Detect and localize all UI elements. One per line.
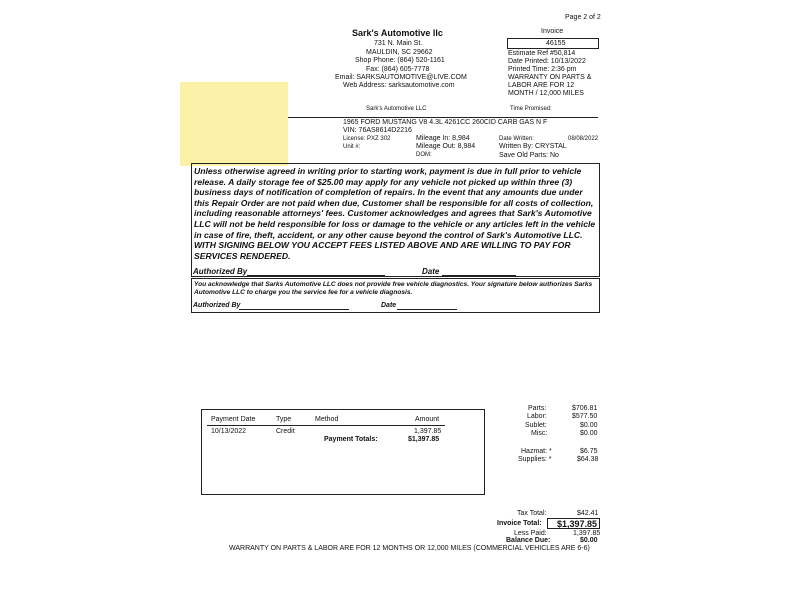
page-number: Page 2 of 2 [565, 14, 601, 21]
supplies-value: $64.38 [577, 456, 599, 463]
shop-city: MAULDIN, SC 29662 [366, 49, 433, 56]
labor-value: $577.50 [572, 413, 598, 420]
balance-due-label: Balance Due: [506, 537, 551, 544]
payments-header-amount: Amount [415, 416, 440, 423]
invoice-total-value: $1,397.85 [556, 519, 597, 529]
sticky-note [180, 82, 288, 166]
vehicle-unit: Unit #: [343, 144, 361, 150]
terms-date-label: Date [422, 267, 440, 276]
terms-authorized-label: Authorized By [193, 267, 248, 276]
shop-footer-name: Sark's Automotive LLC [366, 106, 427, 112]
parts-value: $706.81 [572, 405, 598, 412]
balance-due-value: $0.00 [580, 537, 598, 544]
warranty-line-3: MONTH / 12,000 MILES [508, 90, 584, 97]
invoice-number: 46155 [546, 40, 566, 47]
printed-time: Printed Time: 2:36 pm [508, 66, 577, 73]
invoice-total-label: Invoice Total: [497, 520, 542, 527]
invoice-label: Invoice [541, 28, 564, 35]
payments-header-method: Method [315, 416, 339, 423]
shop-fax: Fax: (864) 605-7778 [366, 66, 430, 73]
sublet-label: Sublet: [525, 422, 547, 429]
diag-date-line[interactable] [397, 309, 457, 310]
terms-text: Unless otherwise agreed in writing prior to starting work, payment is due in full prior to vehicle release. A daily storage fee of $25.00 may apply for any vehicle not picked up within three (3) business days of notification of completion of repairs. In the event that any amounts due under this Repair Order are not paid when due, Customer shall be responsible for all costs of collection, including reasonable attorneys' fees. Customer acknowledges and agrees that Sark's Automotive LLC will not be held responsible for loss or damage to the vehicle or any articles left in the vehicle in case of fire, theft, accident, or any other cause beyond the control of Sark's Automotive LLC. WITH SIGNING BELOW YOU ACCEPT FEES LISTED ABOVE AND ARE WILLING TO PAY FOR SERVICES RENDERED. [194, 166, 596, 261]
tax-label: Tax Total: [517, 510, 547, 517]
shop-name: Sark's Automotive llc [352, 28, 443, 38]
estimate-ref: Estimate Ref #50,814 [508, 50, 576, 57]
shop-phone: Shop Phone: (864) 520-1161 [355, 57, 445, 64]
invoice-total-box [547, 518, 600, 529]
sublet-value: $0.00 [580, 422, 598, 429]
vehicle-description: 1965 FORD MUSTANG V8 4.3L 4261CC 260CID CARB GAS N F [343, 119, 548, 126]
vehicle-vin: VIN: 76AS8614D2216 [343, 127, 412, 134]
payment-row-amount: 1,397.85 [414, 428, 442, 435]
date-printed: Date Printed: 10/13/2022 [508, 58, 586, 65]
diag-signature-line[interactable] [239, 309, 349, 310]
dom-label: DOM: [416, 152, 432, 158]
save-old-parts: Save Old Parts: No [499, 152, 559, 159]
supplies-label: Supplies: * [518, 456, 552, 463]
warranty-line-1: WARRANTY ON PARTS & [508, 74, 592, 81]
labor-label: Labor: [527, 413, 547, 420]
mileage-out: Mileage Out: 8,984 [416, 143, 476, 150]
date-written-label: Date Written: [499, 136, 534, 142]
payments-header-type: Type [276, 416, 292, 423]
shop-email: Email: SARKSAUTOMOTIVE@LIVE.COM [335, 74, 467, 81]
invoice-number-box [507, 38, 599, 49]
misc-value: $0.00 [580, 430, 598, 437]
less-paid-label: Less Paid: [514, 530, 547, 537]
terms-signature-line[interactable] [247, 275, 385, 276]
warranty-line-2: LABOR ARE FOR 12 [508, 82, 575, 89]
written-by: Written By: CRYSTAL [499, 143, 567, 150]
terms-date-line[interactable] [442, 275, 516, 276]
shop-web: Web Address: sarksautomotive.com [343, 82, 455, 89]
footer-warranty: WARRANTY ON PARTS & LABOR ARE FOR 12 MONTHS OR 12,000 MILES (COMMERCIAL VEHICLES ARE 6-6) [229, 545, 590, 552]
payments-header-date: Payment Date [211, 416, 256, 423]
vehicle-license: License: PXZ 302 [343, 136, 391, 142]
tax-value: $42.41 [577, 510, 599, 517]
date-written: 08/08/2022 [568, 136, 599, 142]
diagnostics-text: You acknowledge that Sarks Automotive LLC does not provide free vehicle diagnostics. Your signature below authorizes Sarks Automotive LLC to charge you the service fee for a vehicle diagnosis. [194, 281, 593, 297]
time-promised: Time Promised: [510, 106, 552, 112]
payment-total-value: $1,397.85 [408, 436, 440, 443]
payment-total-label: Payment Totals: [324, 436, 378, 443]
diag-authorized-label: Authorized By [193, 302, 241, 309]
diag-date-label: Date [381, 302, 397, 309]
mileage-in: Mileage In: 8,984 [416, 135, 470, 142]
parts-label: Parts: [528, 405, 547, 412]
less-paid-value: 1,397.85 [573, 530, 601, 537]
hazmat-value: $6.75 [580, 448, 598, 455]
hazmat-label: Hazmat: * [521, 448, 552, 455]
misc-label: Misc: [531, 430, 548, 437]
shop-street: 731 N. Main St. [374, 40, 423, 47]
payment-row-date: 10/13/2022 [211, 428, 247, 435]
payment-row-type: Credit [276, 428, 295, 435]
